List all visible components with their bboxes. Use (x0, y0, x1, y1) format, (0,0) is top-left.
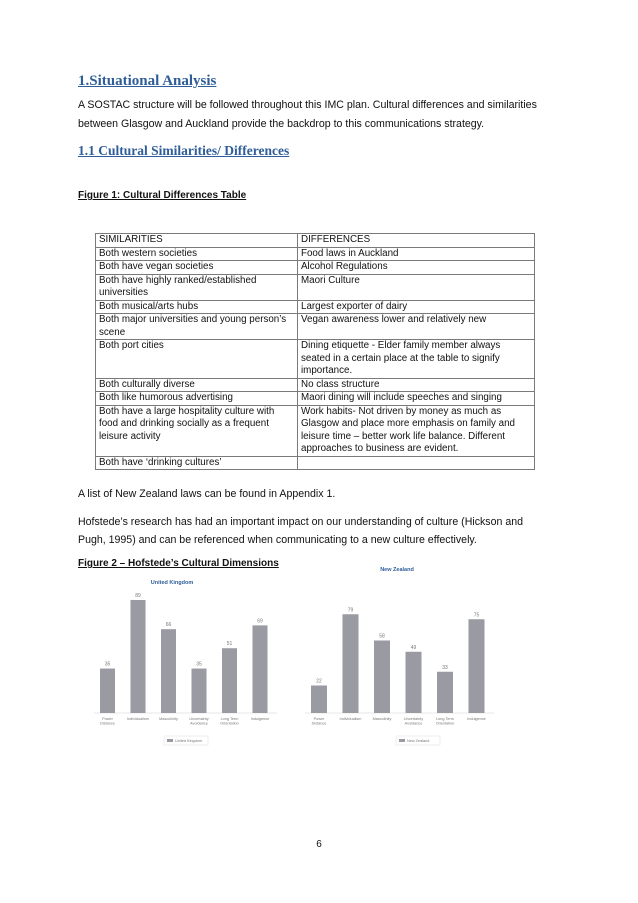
difference-cell: No class structure (298, 378, 535, 392)
figure1-caption: Figure 1: Cultural Differences Table (78, 190, 247, 201)
chart-title: New Zealand (380, 567, 414, 573)
subsection-heading: 1.1 Cultural Similarities/ Differences (78, 143, 290, 158)
table-row (96, 274, 535, 300)
table-row (96, 261, 535, 275)
tick-label: Individualism (339, 717, 362, 721)
header-similarities: SIMILARITIES (96, 234, 298, 248)
tick-label: Indulgence (467, 717, 486, 721)
difference-cell: Food laws in Auckland (298, 247, 535, 261)
data-label: 22 (316, 678, 322, 685)
bar (343, 614, 359, 713)
similarity-cell: Both have highly ranked/established universities (96, 274, 298, 300)
difference-cell: Dining etiquette - Elder family member always seated in a certain place at the table to signify importance. (298, 340, 535, 379)
data-label: 75 (473, 612, 480, 619)
hofstede-line-1: Hofstede’s research has had an important impact on our understanding of culture (Hickson and (78, 516, 523, 528)
bar (311, 686, 327, 714)
legend-swatch (399, 739, 405, 742)
header-differences: DIFFERENCES (298, 234, 535, 248)
data-label: 33 (442, 664, 448, 671)
similarity-cell: Both have a large hospitality culture with food and drinking socially as a frequent leisure activity (96, 405, 298, 456)
similarity-cell: Both have ‘drinking cultures’ (96, 456, 298, 470)
bar (222, 648, 237, 713)
legend-swatch (167, 739, 173, 742)
data-label: 79 (347, 607, 354, 614)
table-row (96, 392, 535, 406)
bar (192, 669, 207, 713)
bar (406, 652, 422, 713)
tick-label: Masculinity (372, 717, 392, 721)
intro-line-2: between Glasgow and Auckland provide the backdrop to this communications strategy. (78, 118, 485, 130)
tick-label: Individualism (127, 717, 149, 721)
tick-label: Masculinity (159, 717, 178, 721)
data-label: 51 (226, 641, 233, 648)
data-label: 49 (410, 644, 417, 651)
tick-label: Uncertainty Avoidance (403, 717, 424, 726)
data-label: 66 (165, 622, 172, 629)
difference-cell: Maori Culture (298, 274, 535, 300)
table-row (96, 405, 535, 456)
bar (131, 600, 146, 713)
difference-cell: Alcohol Regulations (298, 261, 535, 275)
tick-label: Long Term Orientation (435, 717, 455, 726)
bar (100, 669, 115, 713)
similarity-cell: Both like humorous advertising (96, 392, 298, 406)
appendix-note: A list of New Zealand laws can be found in Appendix 1. (78, 488, 336, 500)
data-label: 89 (135, 592, 141, 599)
hofstede-line-2: Pugh, 1995) and can be referenced when communicating to a new culture effectively. (78, 534, 477, 546)
figure2-caption: Figure 2 – Hofstede’s Cultural Dimensions (78, 558, 279, 569)
table-row (96, 378, 535, 392)
section-heading: 1.Situational Analysis (78, 73, 217, 89)
table-header-row (96, 234, 535, 248)
table-row (96, 314, 535, 340)
cultural-differences-table (95, 233, 535, 470)
data-label: 58 (379, 633, 385, 640)
bar (437, 672, 453, 713)
data-label: 69 (257, 618, 263, 625)
table-row (96, 340, 535, 379)
tick-label: Long Term Orientation (220, 717, 239, 726)
chart-title: United Kingdom (150, 580, 194, 586)
similarity-cell: Both culturally diverse (96, 378, 298, 392)
difference-cell: Largest exporter of dairy (298, 300, 535, 314)
nz-hofstede-chart (302, 565, 512, 750)
legend-label: United Kingdom (175, 739, 203, 743)
data-label: 35 (104, 661, 111, 668)
intro-line-1: A SOSTAC structure will be followed throughout this IMC plan. Cultural differences and similarities (78, 99, 537, 111)
similarity-cell: Both port cities (96, 340, 298, 379)
difference-cell: Work habits- Not driven by money as much as Glasgow and place more emphasis on family and leisure time – better work life balance. Different approaches to business are evident. (298, 405, 535, 456)
uk-hofstede-chart (92, 570, 297, 750)
bar (469, 619, 485, 713)
tick-label: Indulgence (250, 717, 270, 721)
tick-label: Uncertainty Avoidance (189, 717, 209, 726)
bar (374, 641, 390, 714)
similarity-cell: Both have vegan societies (96, 261, 298, 275)
table-row (96, 247, 535, 261)
difference-cell: Vegan awareness lower and relatively new (298, 314, 535, 340)
bar (253, 625, 268, 713)
similarity-cell: Both major universities and young person’s scene (96, 314, 298, 340)
tick-label: Power Distance (100, 717, 115, 726)
data-label: 35 (196, 661, 202, 668)
bar (161, 629, 176, 713)
similarity-cell: Both western societies (96, 247, 298, 261)
table-row (96, 456, 535, 470)
difference-cell (298, 456, 535, 470)
difference-cell: Maori dining will include speeches and singing (298, 392, 535, 406)
legend-label: New Zealand (407, 739, 430, 743)
tick-label: Power Distance (311, 717, 327, 726)
table-row (96, 300, 535, 314)
page-number: 6 (316, 839, 322, 850)
similarity-cell: Both musical/arts hubs (96, 300, 298, 314)
